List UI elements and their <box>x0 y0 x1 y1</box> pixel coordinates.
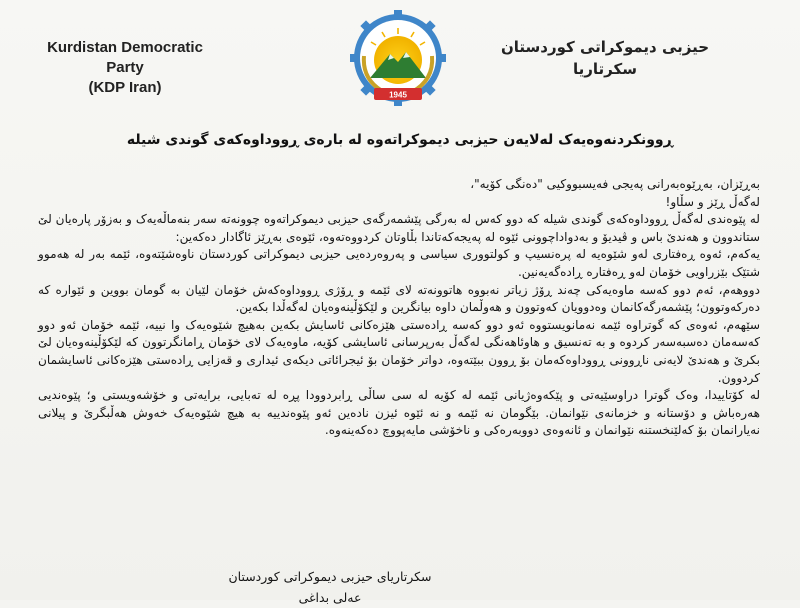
kdp-logo <box>338 8 458 108</box>
org-name-kurdish <box>500 36 710 80</box>
paragraph-third: سێهەم، ئەوەی کە گوتراوە ئێمە نەمانویستووە ئەو دوو کەسە ڕادەستی هێزەکانی ئاسایش بکەین بەهیچ شێوەیەک وا نییە، ئێمە خۆمان ئەو دوو کەسەمان دەسبەسەر کردوە و بە تەنسیق و هاوئاهەنگی لەگەڵ بەرپرسانی ئاسایشی کۆیە، ماوەیەک لای خۆمان ڕامانگرتوون کە لێکۆڵینەوەیان لێ بکرێ و هەندێ لایەنی ناڕوونی ڕووداوەکەمان بۆ ڕوون ببێتەوە، دواتر خۆمان بۆ ئیجرائاتی دیکەی ئیداری و قەزایی ڕادەستی هێزەکانی ئاسایشمان کردوون. <box>38 317 760 385</box>
document-title: ڕوونکردنەوەیەک لەلایەن حیزبی دیموکراتەوە لە بارەی ڕووداوەکەی گوندی شیلە <box>126 132 674 148</box>
org-name-english <box>30 38 220 98</box>
greeting: لەگەڵ ڕێز و سڵاو! <box>665 194 760 209</box>
salutation: بەڕێزان، بەڕێوەبەرانی پەیجی فەیسبووکیی "دەنگی کۆیە"، <box>470 177 760 191</box>
org-name-kurdish-line2: سکرتاریا <box>573 60 637 78</box>
org-name-kurdish-line1: حیزبی دیموکراتی کوردستان <box>500 38 710 56</box>
paragraph-second: دووهەم، ئەم دوو کەسە ماوەیەکی چەند ڕۆژ زیاتر نەبووە هاتوونەتە لای ئێمە و ڕۆژی ڕووداوەکەش خۆمان لێیان بە گومان بووین و ئێوارە کە دەرکەوتوون؛ پێشمەرگەکانمان وەدوویان کەوتوون و هەوڵمان داوە بیانگرین و لێکۆڵینەوەیان لەگەڵدا بکەین. <box>38 282 760 315</box>
signature-block <box>200 566 460 608</box>
paragraph-conclusion: لە کۆتاییدا، وەک گوترا دراوسێیەتی و پێکەوەژیانی ئێمە لە کۆیە لە سی ساڵی ڕابردوودا پڕە لە تەبایی، برایەتی و خۆشەویستی و؛ پێوەندیی هەرەباش و دۆستانە و خزمانەی نێوانمان. بێگومان نە ئێمە و نە ئێوە ئیزن نادەین ئەو پێوەندییە بە هیچ شێوەیەک خەوش هەڵبگرێ و پیلانی نەیارانمان بۆ کەلێنخستنە نێوانمان و ئانەوەی دووبەرەکی و ناخۆشی مایەپووچ دەکەینەوە. <box>38 388 760 438</box>
signature-name: عەلی بداغی <box>298 590 362 605</box>
signature-line1: سکرتاریای حیزبی دیموکراتی کوردستان <box>228 569 432 584</box>
org-name-english-line1: Kurdistan Democratic Party <box>47 39 203 76</box>
org-name-english-line2: (KDP Iran) <box>88 79 162 96</box>
paragraph-first: یەکەم، ئەوە ڕەفتاری لەو شێوەیە لە پرەنسیپ و کولتووری سیاسی و پەروەردەیی حیزبی دیموکراتی کوردستان ناوەشێتەوە، ئێمە بەر لە هەموو شتێک بێزراویی خۆمان لەو ڕەفتارە ڕادەگەیەنین. <box>38 247 760 279</box>
logo-year: 1945 <box>389 90 407 100</box>
document-body <box>38 176 760 440</box>
paragraph-intro: لە پێوەندی لەگەڵ ڕووداوەکەی گوندی شیلە کە دوو کەس لە بەرگی پێشمەرگەی حیزبی دیموکراتەوە چوونەتە سەر بنەماڵەیەک و بەزۆر پارەیان لێ ستاندوون و هەندێ باس و ڤیدیۆ و بەدواداچوونی ئێوە لە پەیجەکەتاندا بڵاوتان کردووەتەوە، ئێوەی بەڕێز ئاگادار دەکەین: <box>38 212 760 244</box>
